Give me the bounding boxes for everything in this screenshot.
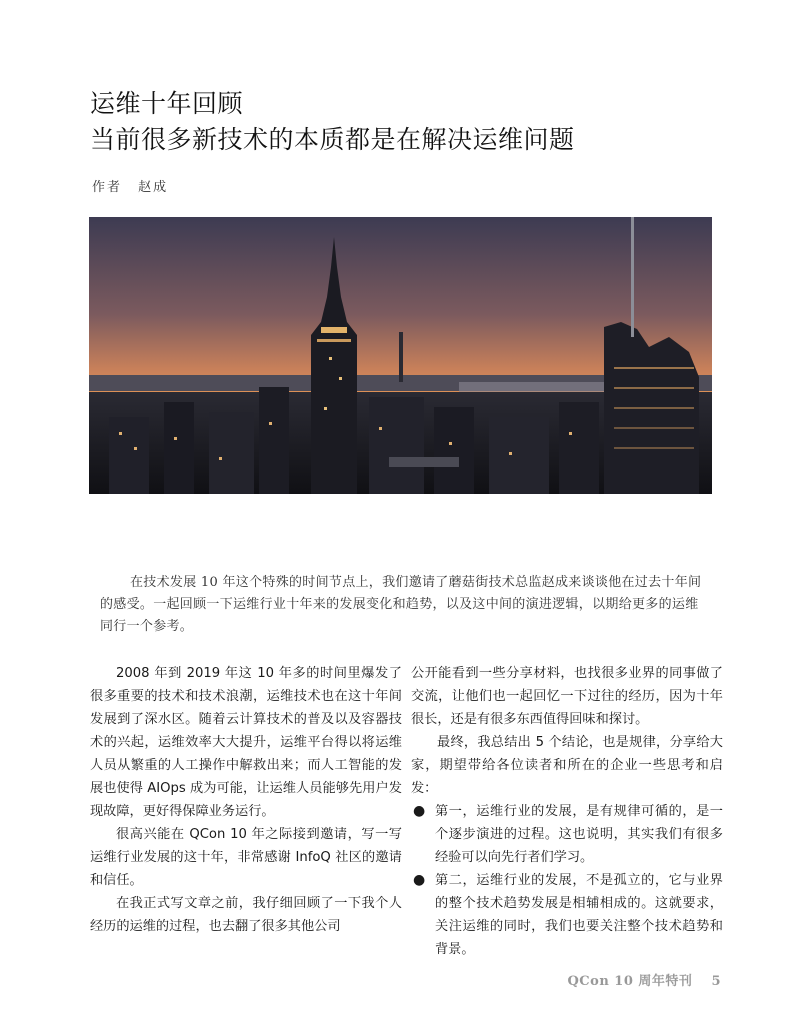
body-paragraph: 在我正式写文章之前，我仔细回顾了一下我个人经历的运维的过程，也去翻了很多其他公司: [90, 896, 402, 934]
byline-label: 作者: [92, 180, 123, 195]
page-number: 5: [711, 974, 721, 989]
body-paragraph: 很高兴能在 QCon 10 年之际接到邀请，写一写运维行业发展的这十年，非常感谢 InfoQ 社区的邀请和信任。: [90, 827, 402, 888]
author-name: 赵成: [138, 180, 169, 195]
list-item-text: 第一，运维行业的发展，是有规律可循的，是一个逐步演进的过程。这也说明，其实我们有很多经验可以向先行者们学习。: [435, 804, 723, 865]
byline: [92, 176, 168, 195]
city-skyline-photo: [89, 217, 712, 494]
body-paragraph: 2008 年到 2019 年这 10 年多的时间里爆发了很多重要的技术和技术浪潮，运维技术也在这十年间发展到了深水区。随着云计算技术的普及以及容器技术的兴起，运维效率大大提升，运维平台得以将运维人员从繁重的人工操作中解救出来；而人工智能的发展也使得 AIOps 成为可能，让运维人员能够先用户发现故障，更好得保障业务运行。: [90, 666, 402, 819]
bullet-icon: ●: [413, 872, 426, 888]
title-line-2: 当前很多新技术的本质都是在解决运维问题: [90, 125, 575, 154]
article-intro: 在技术发展 10 年这个特殊的时间节点上，我们邀请了蘑菇街技术总监赵成来谈谈他在过去十年间的感受。一起回顾一下运维行业十年来的发展变化和趋势，以及这中间的演进逻辑，以期给更多的运维同行一个参考。: [100, 575, 702, 634]
publication-name: QCon 10 周年特刊: [567, 974, 693, 989]
body-paragraph: 最终，我总结出 5 个结论，也是规律，分享给大家，期望带给各位读者和所在的企业一些思考和启发：: [411, 735, 723, 796]
page-footer: [567, 970, 721, 989]
conclusion-list: [411, 800, 723, 961]
title-line-1: 运维十年回顾: [90, 89, 244, 118]
list-item-text: 第二，运维行业的发展，不是孤立的，它与业界的整个技术趋势发展是相辅相成的。这就要求，关注运维的同时，我们也要关注整个技术趋势和背景。: [435, 873, 723, 957]
bullet-icon: ●: [413, 803, 426, 819]
body-column-right: [411, 662, 723, 961]
article-title: [90, 86, 730, 158]
list-item: [411, 800, 723, 869]
list-item: [411, 869, 723, 961]
body-column-left: [90, 662, 402, 938]
body-paragraph-continued: 公开能看到一些分享材料，也找很多业界的同事做了交流，让他们也一起回忆一下过往的经历，因为十年很长，还是有很多东西值得回味和探讨。: [411, 666, 723, 727]
